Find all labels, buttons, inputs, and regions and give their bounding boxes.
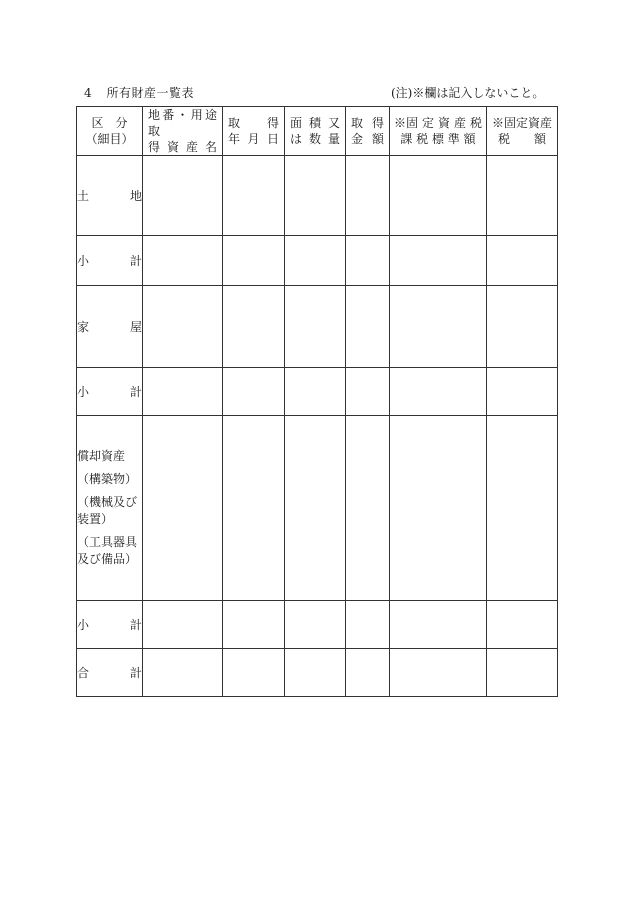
land-subtotal-amount-cell[interactable] <box>346 236 390 286</box>
depreciable-row <box>77 416 558 601</box>
house-subtotal-amount-cell[interactable] <box>346 368 390 416</box>
house-subtotal-label <box>77 368 143 416</box>
depreciable-subtotal-quantity-cell[interactable] <box>285 601 346 649</box>
land-date-cell[interactable] <box>223 156 285 236</box>
house-label <box>77 286 143 368</box>
depreciable-date-cell[interactable] <box>223 416 285 601</box>
header-row <box>77 107 558 156</box>
total-tax-base-cell[interactable] <box>390 649 487 697</box>
total-label <box>77 649 143 697</box>
depreciable-asset-name-cell[interactable] <box>143 416 223 601</box>
total-quantity-cell[interactable] <box>285 649 346 697</box>
depreciable-subtotal-label-text: 小 計 <box>77 618 142 632</box>
property-table <box>76 106 558 697</box>
header-tax-base-line2: 課 税 標 準 額 <box>400 132 476 146</box>
depreciable-subtotal-row <box>77 601 558 649</box>
section-heading <box>84 84 194 101</box>
depreciable-quantity-cell[interactable] <box>285 416 346 601</box>
header-category <box>77 107 143 156</box>
depreciable-subtotal-tax-base-cell[interactable] <box>390 601 487 649</box>
header-area-quantity-line1: 面 積 又 <box>290 116 340 130</box>
depreciable-label-line1: 償却資産 <box>77 449 126 463</box>
header-tax-base <box>390 107 487 156</box>
land-subtotal-tax-amount-cell[interactable] <box>487 236 558 286</box>
land-subtotal-quantity-cell[interactable] <box>285 236 346 286</box>
land-quantity-cell[interactable] <box>285 156 346 236</box>
header-asset-name <box>143 107 223 156</box>
header-acquisition-amount-line1: 取 得 <box>351 116 384 130</box>
header-category-line2: （細目） <box>85 132 134 146</box>
house-subtotal-label-text: 小 計 <box>77 385 142 399</box>
land-subtotal-asset-name-cell[interactable] <box>143 236 223 286</box>
total-label-text: 合 計 <box>77 666 142 680</box>
house-tax-base-cell[interactable] <box>390 286 487 368</box>
header-acquisition-date <box>223 107 285 156</box>
land-subtotal-label <box>77 236 143 286</box>
depreciable-subtotal-amount-cell[interactable] <box>346 601 390 649</box>
header-tax-amount-line1: ※固定資産 <box>491 116 552 130</box>
header-tax-amount-line2: 税 額 <box>497 132 546 146</box>
total-asset-name-cell[interactable] <box>143 649 223 697</box>
depreciable-label-line2: （構築物） <box>77 472 138 486</box>
house-subtotal-date-cell[interactable] <box>223 368 285 416</box>
house-subtotal-asset-name-cell[interactable] <box>143 368 223 416</box>
land-amount-cell[interactable] <box>346 156 390 236</box>
total-amount-cell[interactable] <box>346 649 390 697</box>
depreciable-tax-amount-cell[interactable] <box>487 416 558 601</box>
depreciable-label <box>77 416 143 601</box>
header-acquisition-amount <box>346 107 390 156</box>
header-asset-name-line2: 得 資 産 名 <box>148 140 217 154</box>
house-label-text: 家 屋 <box>77 320 142 334</box>
depreciable-label-line5: （工具器具 <box>77 535 138 549</box>
land-tax-base-cell[interactable] <box>390 156 487 236</box>
depreciable-tax-base-cell[interactable] <box>390 416 487 601</box>
header-acquisition-amount-line2: 金 額 <box>351 132 384 146</box>
depreciable-subtotal-tax-amount-cell[interactable] <box>487 601 558 649</box>
depreciable-label-line6: 及び備品） <box>77 552 138 566</box>
depreciable-subtotal-asset-name-cell[interactable] <box>143 601 223 649</box>
header-category-line1: 区 分 <box>91 116 128 130</box>
house-row <box>77 286 558 368</box>
total-tax-amount-cell[interactable] <box>487 649 558 697</box>
depreciable-subtotal-date-cell[interactable] <box>223 601 285 649</box>
depreciable-amount-cell[interactable] <box>346 416 390 601</box>
header-area-quantity-line2: は 数 量 <box>290 132 340 146</box>
header-tax-base-line1: ※固 定 資 産 税 <box>394 116 482 130</box>
land-subtotal-row <box>77 236 558 286</box>
total-row <box>77 649 558 697</box>
land-row <box>77 156 558 236</box>
house-subtotal-tax-amount-cell[interactable] <box>487 368 558 416</box>
land-subtotal-label-text: 小 計 <box>77 254 142 268</box>
section-number: 4 <box>84 86 93 100</box>
header-area-quantity <box>285 107 346 156</box>
house-amount-cell[interactable] <box>346 286 390 368</box>
house-subtotal-tax-base-cell[interactable] <box>390 368 487 416</box>
land-subtotal-date-cell[interactable] <box>223 236 285 286</box>
house-tax-amount-cell[interactable] <box>487 286 558 368</box>
total-date-cell[interactable] <box>223 649 285 697</box>
house-subtotal-row <box>77 368 558 416</box>
house-date-cell[interactable] <box>223 286 285 368</box>
house-subtotal-quantity-cell[interactable] <box>285 368 346 416</box>
header-tax-amount <box>487 107 558 156</box>
form-note: (注)※欄は記入しないこと。 <box>391 86 545 100</box>
header-acquisition-date-line2: 年 月 日 <box>228 132 279 146</box>
header-asset-name-line1: 地番・用途取 <box>148 108 217 138</box>
house-asset-name-cell[interactable] <box>143 286 223 368</box>
land-tax-amount-cell[interactable] <box>487 156 558 236</box>
land-subtotal-tax-base-cell[interactable] <box>390 236 487 286</box>
land-label-text: 土 地 <box>77 189 142 203</box>
section-title: 所有財産一覧表 <box>106 86 194 100</box>
depreciable-label-line3: （機械及び <box>77 495 138 509</box>
header-acquisition-date-line1: 取 得 <box>228 116 279 130</box>
depreciable-label-line4: 装置） <box>77 512 114 526</box>
land-asset-name-cell[interactable] <box>143 156 223 236</box>
land-label <box>77 156 143 236</box>
house-quantity-cell[interactable] <box>285 286 346 368</box>
depreciable-subtotal-label <box>77 601 143 649</box>
